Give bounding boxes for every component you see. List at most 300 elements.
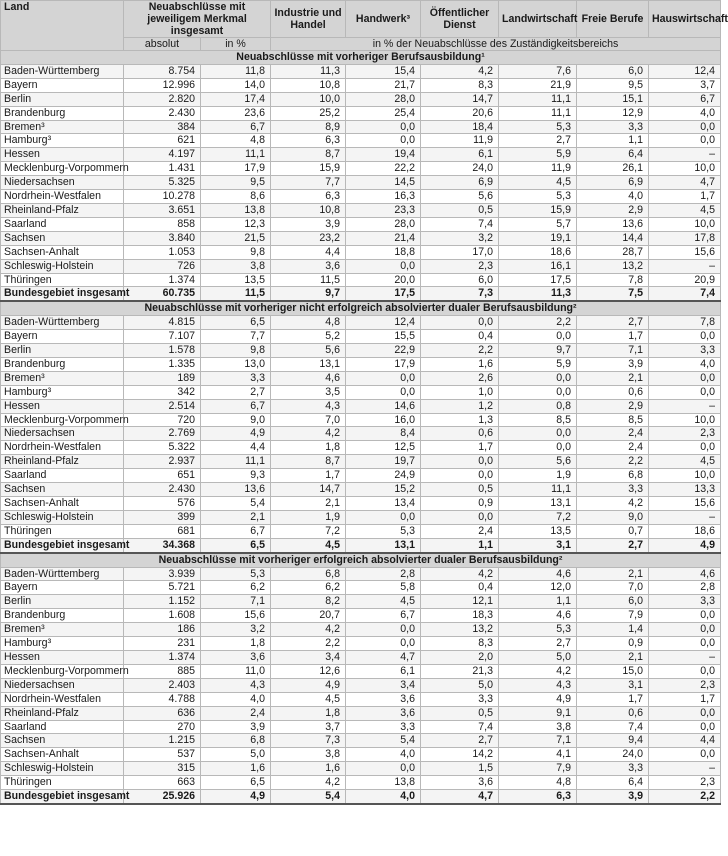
cell-value: 7,3 [271,734,346,748]
cell-value: 2,4 [577,427,649,441]
cell-value: 0,0 [499,330,577,344]
cell-value: 4,6 [649,567,721,581]
table-row [1,385,721,399]
cell-value: 7,8 [577,273,649,287]
cell-value: 2,1 [577,650,649,664]
cell-value: 0,0 [499,385,577,399]
cell-value: 23,6 [201,106,271,120]
cell-value: 3.840 [124,231,201,245]
cell-value: 7,2 [271,524,346,538]
cell-value: 7,9 [577,609,649,623]
header-landwirtschaft: Landwirtschaft [499,1,577,38]
cell-value: 1,7 [649,190,721,204]
cell-value: 1,7 [577,330,649,344]
cell-value: 1,7 [421,441,499,455]
cell-value: 9,4 [577,734,649,748]
cell-value: 9,8 [201,245,271,259]
cell-value: 0,4 [421,581,499,595]
cell-land: Saarland [1,469,124,483]
cell-value: 0,8 [499,399,577,413]
cell-value: 10,8 [271,78,346,92]
table-row [1,176,721,190]
cell-value: 6,7 [201,524,271,538]
cell-land: Thüringen [1,524,124,538]
cell-land: Mecklenburg-Vorpommern [1,664,124,678]
cell-value: 3,9 [577,357,649,371]
cell-value: 12,0 [499,581,577,595]
cell-value: 1,6 [271,762,346,776]
cell-value: 0,0 [346,385,421,399]
header-freie-berufe: Freie Berufe [577,1,649,38]
cell-value: 10,0 [649,469,721,483]
cell-value: 0,9 [421,497,499,511]
table-row [1,203,721,217]
cell-value: 13,3 [649,483,721,497]
cell-value: 15,6 [201,609,271,623]
cell-value: 9,1 [499,706,577,720]
cell-value: 399 [124,510,201,524]
cell-value: 15,9 [271,162,346,176]
cell-value: 5,3 [499,190,577,204]
cell-value: 4,4 [271,245,346,259]
cell-value: 7,0 [271,413,346,427]
section-title: Neuabschlüsse mit vorheriger nicht erfolgreich absolvierter dualer Berufsausbildung² [1,301,721,315]
cell-value: 14,0 [201,78,271,92]
cell-value: 20,7 [271,609,346,623]
cell-value: 19,7 [346,455,421,469]
cell-value: 14,2 [421,748,499,762]
cell-land: Sachsen-Anhalt [1,245,124,259]
cell-value: 186 [124,623,201,637]
cell-value: 0,0 [649,637,721,651]
cell-value: 1,9 [499,469,577,483]
cell-value: 6,1 [346,664,421,678]
cell-value: 1.374 [124,273,201,287]
cell-value: 17,5 [346,287,421,301]
table-row [1,595,721,609]
cell-value: 8,4 [346,427,421,441]
table-row [1,678,721,692]
cell-value: 12,3 [201,217,271,231]
cell-value: 3,3 [577,762,649,776]
cell-value: 6,8 [271,567,346,581]
cell-value: 1,1 [499,595,577,609]
cell-value: 6,3 [271,190,346,204]
table-row [1,134,721,148]
header-land: Land [1,1,124,51]
table-row [1,78,721,92]
cell-value: 1,1 [577,134,649,148]
cell-value: 1.215 [124,734,201,748]
cell-value: 13,5 [201,273,271,287]
cell-value: 384 [124,120,201,134]
cell-value: 4,4 [649,734,721,748]
cell-value: 6,7 [649,92,721,106]
table-row [1,455,721,469]
cell-value: 7,5 [577,287,649,301]
cell-value: 4,2 [421,64,499,78]
cell-value: 19,4 [346,148,421,162]
cell-value: 3,3 [577,120,649,134]
cell-value: 7,4 [421,217,499,231]
cell-value: 24,9 [346,469,421,483]
cell-value: 5,3 [346,524,421,538]
cell-value: 2,4 [201,706,271,720]
cell-value: 8,3 [421,637,499,651]
cell-land: Baden-Württemberg [1,316,124,330]
cell-value: 0,0 [649,385,721,399]
cell-value: 0,0 [346,371,421,385]
cell-value: 18,6 [499,245,577,259]
cell-land: Sachsen-Anhalt [1,497,124,511]
table-row [1,330,721,344]
cell-value: 0,0 [421,469,499,483]
cell-value: 4,5 [271,692,346,706]
cell-value: 537 [124,748,201,762]
cell-value: 16,3 [346,190,421,204]
cell-value: 2,6 [421,371,499,385]
cell-value: 22,9 [346,344,421,358]
table-body [1,51,721,804]
cell-value: 4.788 [124,692,201,706]
cell-value: 0,0 [649,330,721,344]
cell-value: 231 [124,637,201,651]
cell-value: 0,0 [649,134,721,148]
cell-value: 15,6 [649,245,721,259]
cell-land: Saarland [1,217,124,231]
cell-value: 2,7 [577,538,649,552]
cell-value: 3,4 [271,650,346,664]
cell-value: 1.431 [124,162,201,176]
cell-land: Niedersachsen [1,678,124,692]
cell-land: Bundesgebiet insgesamt [1,790,124,804]
cell-value: 0,0 [346,637,421,651]
cell-value: 2,1 [271,497,346,511]
cell-value: 5,7 [499,217,577,231]
cell-value: 15,2 [346,483,421,497]
cell-value: 0,0 [346,762,421,776]
cell-value: 6,7 [201,399,271,413]
table-row [1,245,721,259]
cell-value: 3,3 [346,720,421,734]
cell-value: 5,3 [201,567,271,581]
cell-land: Nordrhein-Westfalen [1,190,124,204]
cell-value: 10.278 [124,190,201,204]
section-title: Neuabschlüsse mit vorheriger Berufsausbildung¹ [1,51,721,65]
table-row [1,106,721,120]
cell-land: Berlin [1,92,124,106]
cell-value: 1,0 [421,385,499,399]
cell-value: 1.374 [124,650,201,664]
cell-value: 8,7 [271,455,346,469]
cell-value: 9,0 [201,413,271,427]
cell-value: 34.368 [124,538,201,552]
cell-value: 1,3 [421,413,499,427]
table-row [1,231,721,245]
cell-value: 2,2 [649,790,721,804]
cell-land: Baden-Württemberg [1,64,124,78]
cell-value: 5,6 [499,455,577,469]
cell-land: Berlin [1,344,124,358]
cell-value: 3,7 [649,78,721,92]
cell-value: 5,4 [271,790,346,804]
cell-value: 6,5 [201,776,271,790]
table-row [1,413,721,427]
cell-value: 18,3 [421,609,499,623]
cell-value: 0,7 [577,524,649,538]
cell-value: 15,9 [499,203,577,217]
cell-land: Thüringen [1,776,124,790]
cell-value: 3,2 [421,231,499,245]
cell-value: 0,0 [649,441,721,455]
cell-land: Rheinland-Pfalz [1,455,124,469]
cell-value: 13,4 [346,497,421,511]
cell-value: 189 [124,371,201,385]
section-header [1,301,721,315]
cell-value: 12,4 [346,316,421,330]
table-row [1,148,721,162]
cell-value: 7,1 [201,595,271,609]
cell-value: 0,9 [577,637,649,651]
cell-value: 7,9 [499,762,577,776]
table-row [1,483,721,497]
cell-value: 18,4 [421,120,499,134]
cell-value: – [649,259,721,273]
cell-value: 0,0 [346,134,421,148]
cell-value: 13,6 [577,217,649,231]
cell-land: Bundesgebiet insgesamt [1,287,124,301]
cell-value: – [649,399,721,413]
cell-value: 6,7 [201,120,271,134]
table-row [1,64,721,78]
cell-value: 9,8 [201,344,271,358]
cell-value: 4,3 [499,678,577,692]
cell-value: – [649,762,721,776]
cell-land: Niedersachsen [1,176,124,190]
cell-value: 2,2 [577,455,649,469]
cell-value: 3,7 [271,720,346,734]
cell-value: 681 [124,524,201,538]
cell-value: 2,7 [577,316,649,330]
cell-value: 14,6 [346,399,421,413]
table-row [1,692,721,706]
cell-value: 25.926 [124,790,201,804]
cell-value: 18,8 [346,245,421,259]
cell-value: 2,3 [649,427,721,441]
cell-value: 13,0 [201,357,271,371]
cell-value: – [649,510,721,524]
cell-value: 2,7 [421,734,499,748]
cell-land: Schleswig-Holstein [1,762,124,776]
table-row [1,706,721,720]
cell-value: 14,7 [271,483,346,497]
cell-value: 3,3 [201,371,271,385]
cell-value: 2,1 [577,371,649,385]
cell-value: 2.820 [124,92,201,106]
cell-land: Hamburg³ [1,385,124,399]
cell-value: 8,5 [499,413,577,427]
cell-value: 1,7 [649,692,721,706]
cell-value: 6,9 [421,176,499,190]
cell-value: 4,0 [201,692,271,706]
cell-value: 1,8 [271,706,346,720]
cell-value: 10,0 [649,162,721,176]
cell-value: 1,7 [577,692,649,706]
cell-value: 18,6 [649,524,721,538]
cell-value: 2,0 [421,650,499,664]
cell-value: 13,2 [421,623,499,637]
cell-value: 4,3 [271,399,346,413]
cell-value: – [649,148,721,162]
cell-value: 1.335 [124,357,201,371]
header-zustaendigkeit: in % der Neuabschlüsse des Zuständigkeitsbereichs [271,38,721,51]
cell-land: Nordrhein-Westfalen [1,692,124,706]
cell-value: 25,2 [271,106,346,120]
table-row [1,344,721,358]
cell-value: 7,1 [577,344,649,358]
cell-value: 3,1 [499,538,577,552]
table-row [1,581,721,595]
cell-value: 4,9 [201,427,271,441]
cell-value: 8,5 [577,413,649,427]
cell-value: 7,8 [649,316,721,330]
cell-value: 1.152 [124,595,201,609]
cell-value: 270 [124,720,201,734]
cell-land: Rheinland-Pfalz [1,203,124,217]
cell-value: 8,2 [271,595,346,609]
cell-value: 17,8 [649,231,721,245]
cell-value: 11,9 [499,162,577,176]
cell-land: Bayern [1,581,124,595]
section-header [1,51,721,65]
cell-value: 13,6 [201,483,271,497]
total-row [1,790,721,804]
cell-value: 11,1 [499,106,577,120]
table-row [1,441,721,455]
cell-value: 1,4 [577,623,649,637]
cell-value: 5,0 [201,748,271,762]
cell-land: Hamburg³ [1,637,124,651]
cell-value: 1,8 [201,637,271,651]
cell-value: 2.403 [124,678,201,692]
cell-value: 7,2 [499,510,577,524]
cell-value: 6,0 [577,64,649,78]
cell-value: 0,0 [649,120,721,134]
cell-value: 17,4 [201,92,271,106]
cell-value: 2,8 [649,581,721,595]
cell-value: 4,9 [201,790,271,804]
cell-value: 5,0 [499,650,577,664]
cell-value: 0,0 [649,748,721,762]
cell-land: Schleswig-Holstein [1,259,124,273]
cell-value: 4,0 [649,357,721,371]
cell-value: 5,3 [499,623,577,637]
cell-value: 0,0 [649,623,721,637]
table-row [1,162,721,176]
cell-value: 3,3 [577,483,649,497]
cell-value: 4,5 [649,203,721,217]
cell-value: 663 [124,776,201,790]
cell-value: 3,3 [649,595,721,609]
cell-value: 4,6 [271,371,346,385]
cell-value: 3,6 [346,706,421,720]
cell-value: 9,5 [201,176,271,190]
table-row [1,524,721,538]
cell-land: Mecklenburg-Vorpommern [1,413,124,427]
table-header [1,1,728,51]
table-row [1,762,721,776]
header-industrie-handel: Industrie und Handel [271,1,346,38]
cell-value: 13,1 [271,357,346,371]
cell-value: 26,1 [577,162,649,176]
cell-value: 8.754 [124,64,201,78]
cell-value: 14,4 [577,231,649,245]
cell-value: 4,9 [499,692,577,706]
cell-value: 11,1 [201,455,271,469]
cell-land: Rheinland-Pfalz [1,706,124,720]
cell-value: 0,6 [577,385,649,399]
cell-value: 576 [124,497,201,511]
cell-value: 16,0 [346,413,421,427]
cell-value: 1,5 [421,762,499,776]
cell-value: 0,6 [421,427,499,441]
cell-value: 2,2 [421,344,499,358]
cell-value: 15,4 [346,64,421,78]
header-hauswirtschaft: Hauswirtschaft [649,1,721,38]
cell-value: 9,5 [577,78,649,92]
table-row [1,92,721,106]
cell-value: 4,9 [649,538,721,552]
cell-land: Sachsen [1,483,124,497]
table-row [1,510,721,524]
cell-value: 6,1 [421,148,499,162]
cell-value: 3,6 [421,776,499,790]
total-row [1,538,721,552]
cell-value: 5,9 [499,357,577,371]
cell-value: 5,4 [201,497,271,511]
cell-value: 0,6 [577,706,649,720]
cell-value: 5,6 [421,190,499,204]
cell-land: Mecklenburg-Vorpommern [1,162,124,176]
cell-value: 3,3 [421,692,499,706]
cell-value: 13,5 [499,524,577,538]
cell-value: 0,0 [421,510,499,524]
cell-land: Schleswig-Holstein [1,510,124,524]
table-row [1,609,721,623]
table-row [1,217,721,231]
cell-value: 13,8 [346,776,421,790]
table-row [1,497,721,511]
cell-land: Bayern [1,78,124,92]
cell-value: 13,8 [201,203,271,217]
cell-value: 7,6 [499,64,577,78]
cell-value: 6,3 [499,790,577,804]
cell-value: 6,5 [201,316,271,330]
cell-value: 6,0 [421,273,499,287]
cell-land: Brandenburg [1,357,124,371]
cell-value: 8,6 [201,190,271,204]
cell-land: Bremen³ [1,371,124,385]
cell-value: 5.721 [124,581,201,595]
cell-value: 7.107 [124,330,201,344]
cell-value: 12,6 [271,664,346,678]
table-row [1,776,721,790]
cell-land: Bundesgebiet insgesamt [1,538,124,552]
cell-value: 0,0 [499,371,577,385]
cell-value: 15,5 [346,330,421,344]
cell-value: 5,9 [499,148,577,162]
cell-land: Hessen [1,399,124,413]
